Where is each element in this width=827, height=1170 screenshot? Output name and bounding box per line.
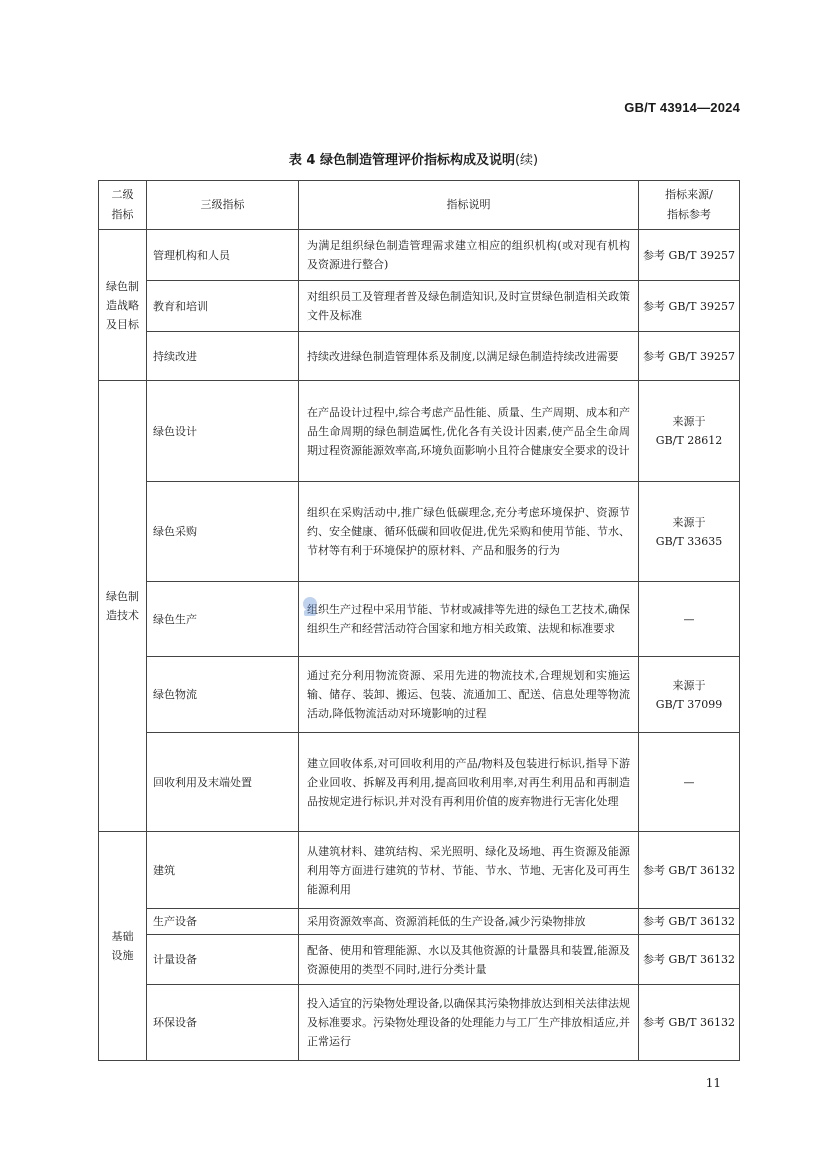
level3-cell: 绿色生产 — [147, 582, 299, 657]
level3-cell: 回收利用及末端处置 — [147, 733, 299, 832]
group-strategy — [99, 230, 740, 381]
level3-cell: 持续改进 — [147, 332, 299, 381]
description-cell: 建立回收体系,对可回收利用的产品/物料及包装进行标识,指导下游企业回收、拆解及再利用,提高回收利用率,对再生利用品和再制造品按规定进行标识,并对没有再利用价值的废弃物进行无害化处理 — [299, 733, 639, 832]
col-header-level2-l1: 二级 — [111, 188, 134, 201]
table-title — [0, 149, 827, 168]
source-cell: 参考 GB/T 39257 — [639, 332, 740, 381]
description-cell: 在产品设计过程中,综合考虑产品性能、质量、生产周期、成本和产品生命周期的绿色制造属性,优化各有关设计因素,使产品全生命周期过程资源能源效率高,环境负面影响小且符合健康安全要求的设计 — [299, 381, 639, 482]
level2-line: 造技术 — [106, 609, 139, 622]
page-number: 11 — [705, 1076, 721, 1090]
table-row — [99, 332, 740, 381]
description-cell: 组织生产过程中采用节能、节材或减排等先进的绿色工艺技术,确保组织生产和经营活动符合国家和地方相关政策、法规和标准要求 — [299, 582, 639, 657]
source-line: GB/T 33635 — [655, 534, 723, 548]
table-row — [99, 733, 740, 832]
col-header-source-l1: 指标来源/ — [665, 188, 713, 201]
level2-line: 绿色制 — [106, 590, 139, 603]
level2-line: 造战略 — [106, 298, 139, 312]
table-row — [99, 482, 740, 582]
level2-line: 设施 — [111, 949, 134, 962]
description-cell: 为满足组织绿色制造管理需求建立相应的组织机构(或对现有机构及资源进行整合) — [299, 230, 639, 281]
level2-line: 及目标 — [106, 317, 139, 331]
table-row — [99, 381, 740, 482]
description-cell: 持续改进绿色制造管理体系及制度,以满足绿色制造持续改进需要 — [299, 332, 639, 381]
source-cell — [639, 381, 740, 482]
source-cell: 参考 GB/T 39257 — [639, 230, 740, 281]
description-cell: 配备、使用和管理能源、水以及其他资源的计量器具和装置,能源及资源使用的类型不同时,进行分类计量 — [299, 935, 639, 985]
description-cell: 采用资源效率高、资源消耗低的生产设备,减少污染物排放 — [299, 909, 639, 935]
source-cell — [639, 482, 740, 582]
source-cell: 参考 GB/T 39257 — [639, 281, 740, 332]
level3-cell: 生产设备 — [147, 909, 299, 935]
source-cell: 参考 GB/T 36132 — [639, 909, 740, 935]
table-title-suffix: (续) — [514, 153, 539, 168]
source-cell: — — [639, 582, 740, 657]
description-cell: 对组织员工及管理者普及绿色制造知识,及时宣贯绿色制造相关政策文件及标准 — [299, 281, 639, 332]
source-line: GB/T 28612 — [655, 434, 723, 447]
col-header-source-l2: 指标参考 — [667, 208, 711, 221]
standard-code: GB/T 43914—2024 — [624, 100, 740, 115]
table-row — [99, 582, 740, 657]
level3-cell: 建筑 — [147, 832, 299, 909]
watermark-icon — [300, 594, 320, 618]
description-cell: 从建筑材料、建筑结构、采光照明、绿化及场地、再生资源及能源利用等方面进行建筑的节材、节能、节水、节地、无害化及可再生能源利用 — [299, 832, 639, 909]
description-cell: 组织在采购活动中,推广绿色低碳理念,充分考虑环境保护、资源节约、安全健康、循环低碳和回收促进,优先采购和使用节能、节水、节材等有利于环境保护的原材料、产品和服务的行为 — [299, 482, 639, 582]
group-technology — [99, 381, 740, 832]
source-line: 来源于 — [672, 515, 706, 529]
level2-cell — [99, 230, 147, 381]
level3-cell: 绿色采购 — [147, 482, 299, 582]
level3-cell: 计量设备 — [147, 935, 299, 985]
table-row — [99, 230, 740, 281]
level3-cell: 教育和培训 — [147, 281, 299, 332]
table-row — [99, 281, 740, 332]
col-header-level3: 三级指标 — [147, 181, 299, 230]
col-header-level2-l2: 指标 — [111, 208, 134, 221]
level3-cell: 管理机构和人员 — [147, 230, 299, 281]
level2-cell — [99, 381, 147, 832]
table-row — [99, 657, 740, 733]
table-title-text: 表 4 绿色制造管理评价指标构成及说明 — [288, 153, 515, 168]
source-line: GB/T 37099 — [655, 697, 723, 711]
source-cell: 参考 GB/T 36132 — [639, 832, 740, 909]
description-cell: 通过充分利用物流资源、采用先进的物流技术,合理规划和实施运输、储存、装卸、搬运、包装、流通加工、配送、信息处理等物流活动,降低物流活动对环境影响的过程 — [299, 657, 639, 733]
level2-line: 绿色制 — [106, 279, 139, 293]
col-header-level2 — [99, 181, 147, 230]
table-row — [99, 935, 740, 985]
level2-cell — [99, 832, 147, 1061]
group-infrastructure — [99, 832, 740, 1061]
table-row — [99, 909, 740, 935]
level2-line: 基础 — [111, 930, 134, 943]
col-header-source — [639, 181, 740, 230]
description-cell: 投入适宜的污染物处理设备,以确保其污染物排放达到相关法律法规及标准要求。污染物处理设备的处理能力与工厂生产排放相适应,并正常运行 — [299, 985, 639, 1061]
level3-cell: 绿色物流 — [147, 657, 299, 733]
table-row — [99, 832, 740, 909]
source-cell — [639, 657, 740, 733]
level3-cell: 环保设备 — [147, 985, 299, 1061]
table-header-row — [99, 181, 740, 230]
level3-cell: 绿色设计 — [147, 381, 299, 482]
source-line: 来源于 — [672, 678, 706, 692]
source-cell: 参考 GB/T 36132 — [639, 985, 740, 1061]
col-header-description: 指标说明 — [299, 181, 639, 230]
table-row — [99, 985, 740, 1061]
source-line: 来源于 — [672, 415, 706, 428]
source-cell: — — [639, 733, 740, 832]
source-cell: 参考 GB/T 36132 — [639, 935, 740, 985]
indicator-table — [98, 180, 740, 1061]
